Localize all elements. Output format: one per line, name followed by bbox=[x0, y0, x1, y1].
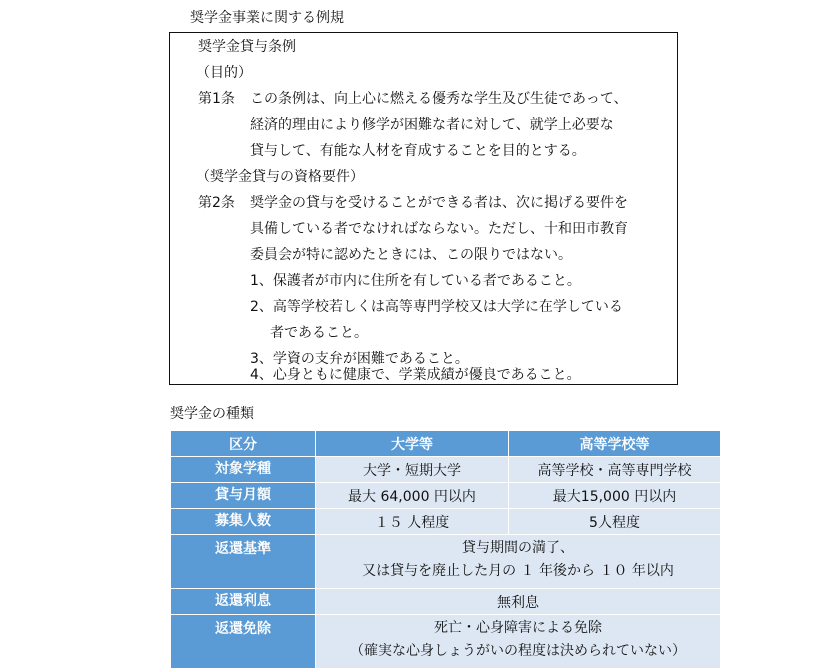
scholarship-types-title: 奨学金の種類 bbox=[170, 406, 254, 422]
requirement-item: 3、学資の支弁が困難であること。 bbox=[250, 351, 469, 367]
article1-line: 経済的理由により修学が困難な者に対して、就学上必要な bbox=[250, 117, 614, 133]
header-highschool: 高等学校等 bbox=[509, 431, 721, 457]
rules-section-title: 奨学金事業に関する例規 bbox=[190, 10, 344, 26]
cell-target-university: 大学・短期大学 bbox=[316, 457, 509, 483]
exemption-line: 死亡・心身障害による免除 bbox=[434, 620, 602, 636]
header-university: 大学等 bbox=[316, 431, 509, 457]
row-label-monthly: 貸与月額 bbox=[171, 483, 316, 509]
header-category: 区分 bbox=[171, 431, 316, 457]
article2-line: 委員会が特に認めたときには、この限りではない。 bbox=[250, 247, 572, 263]
table-row bbox=[171, 509, 721, 535]
ordinance-box bbox=[169, 32, 678, 385]
cell-recruit-university: １５ 人程度 bbox=[316, 509, 509, 535]
table-row bbox=[171, 589, 721, 615]
table-row bbox=[171, 535, 721, 589]
repay-basis-line: 貸与期間の満了、 bbox=[462, 540, 574, 556]
article2-label: 第2条 bbox=[198, 195, 235, 211]
qualification-heading: （奨学金貸与の資格要件） bbox=[196, 169, 364, 185]
purpose-heading: （目的） bbox=[196, 65, 252, 81]
article1-line: この条例は、向上心に燃える優秀な学生及び生徒であって、 bbox=[250, 91, 628, 107]
row-label-recruit: 募集人数 bbox=[171, 509, 316, 535]
cell-monthly-highschool: 最大15,000 円以内 bbox=[509, 483, 721, 509]
requirement-item: 4、心身ともに健康で、学業成績が優良であること。 bbox=[250, 367, 581, 383]
requirement-item: 1、保護者が市内に住所を有している者であること。 bbox=[250, 273, 581, 289]
ordinance-title: 奨学金貸与条例 bbox=[198, 39, 296, 55]
cell-target-highschool: 高等学校・高等専門学校 bbox=[509, 457, 721, 483]
cell-repay-basis bbox=[316, 535, 721, 589]
article1-label: 第1条 bbox=[198, 91, 235, 107]
cell-monthly-university: 最大 64,000 円以内 bbox=[316, 483, 509, 509]
table-header-row bbox=[171, 431, 721, 457]
requirement-item-continued: 者であること。 bbox=[270, 325, 368, 341]
table-row bbox=[171, 457, 721, 483]
cell-exemption bbox=[316, 615, 721, 669]
exemption-line: （確実な心身しょうがいの程度は決められていない） bbox=[350, 643, 686, 659]
row-label-repay-basis: 返還基準 bbox=[171, 535, 316, 589]
repay-basis-line: 又は貸与を廃止した月の １ 年後から １０ 年以内 bbox=[362, 563, 674, 579]
article2-line: 奨学金の貸与を受けることができる者は、次に掲げる要件を bbox=[250, 195, 628, 211]
requirement-item: 2、高等学校若しくは高等専門学校又は大学に在学している bbox=[250, 299, 623, 315]
table-row bbox=[171, 615, 721, 669]
row-label-target: 対象学種 bbox=[171, 457, 316, 483]
scholarship-table bbox=[170, 430, 721, 669]
row-label-exemption: 返還免除 bbox=[171, 615, 316, 669]
row-label-interest: 返還利息 bbox=[171, 589, 316, 615]
table-row bbox=[171, 483, 721, 509]
article1-line: 貸与して、有能な人材を育成することを目的とする。 bbox=[250, 143, 586, 159]
article2-line: 具備している者でなければならない。ただし、十和田市教育 bbox=[250, 221, 628, 237]
cell-interest: 無利息 bbox=[316, 589, 721, 615]
cell-recruit-highschool: 5人程度 bbox=[509, 509, 721, 535]
